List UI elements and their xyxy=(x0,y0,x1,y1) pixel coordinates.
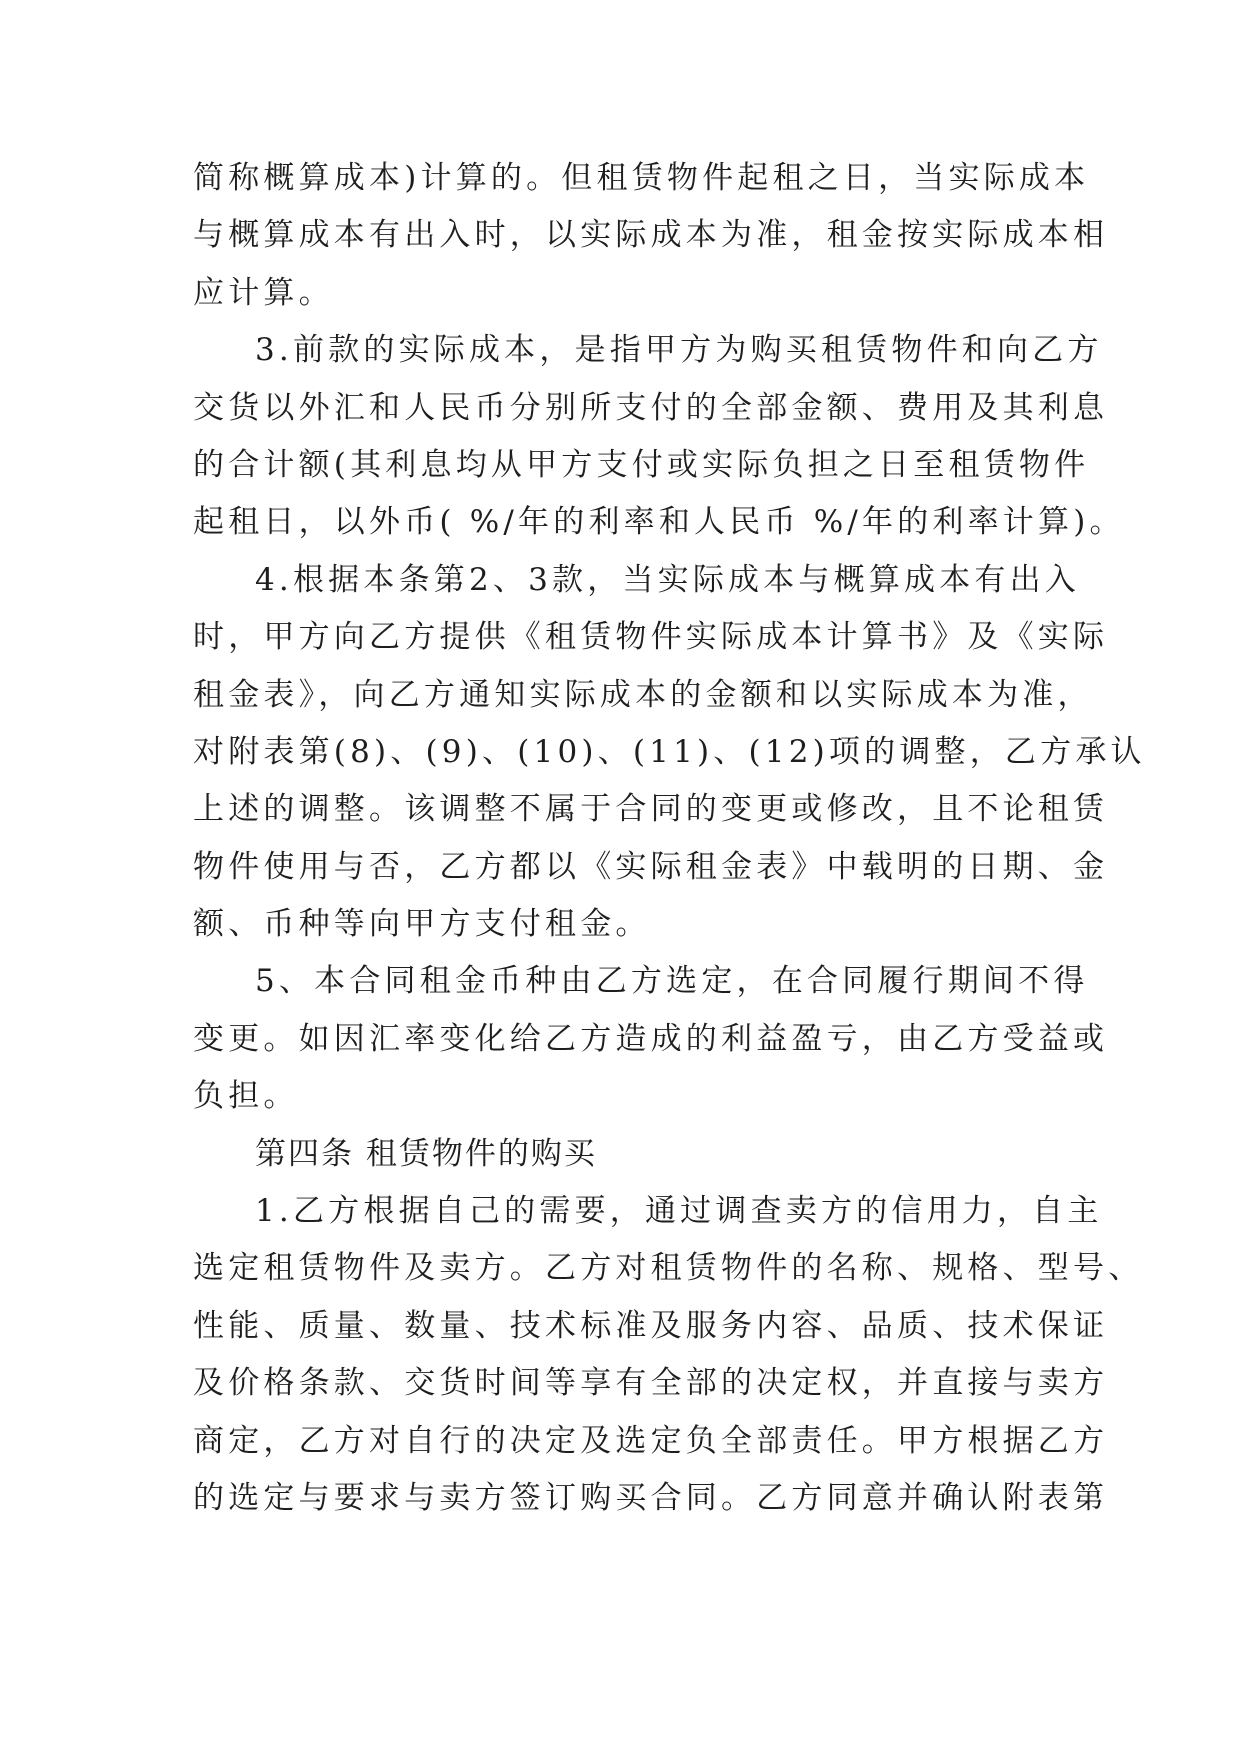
clause-3-start: 3.前款的实际成本，是指甲方为购买租赁物件和向乙方 xyxy=(255,332,1103,369)
clause-5-start: 5、本合同租金币种由乙方选定，在合同履行期间不得 xyxy=(255,963,1089,1000)
text-line: 简称概算成本)计算的。但租赁物件起租之日，当实际成本 xyxy=(193,160,1090,196)
text-line: 商定，乙方对自行的决定及选定负全部责任。甲方根据乙方 xyxy=(193,1422,1109,1459)
text-line: 对附表第(8)、(9)、(10)、(11)、(12)项的调整，乙方承认 xyxy=(193,733,1146,770)
text-line: 租金表》，向乙方通知实际成本的金额和以实际成本为准， xyxy=(193,676,1093,713)
text-line: 物件使用与否，乙方都以《实际租金表》中载明的日期、金 xyxy=(193,848,1109,885)
text-line: 的选定与要求与卖方签订购买合同。乙方同意并确认附表第 xyxy=(193,1479,1109,1516)
text-line: 变更。如因汇率变化给乙方造成的利益盈亏，由乙方受益或 xyxy=(193,1020,1109,1057)
text-line: 起租日，以外币( %/年的利率和人民币 %/年的利率计算)。 xyxy=(193,504,1125,541)
article-4-clause-1-start: 1.乙方根据自己的需要，通过调查卖方的信用力，自主 xyxy=(255,1193,1103,1230)
clause-4-start: 4.根据本条第2、3款，当实际成本与概算成本有出入 xyxy=(255,561,1081,598)
text-line: 应计算。 xyxy=(193,274,334,311)
text-line: 额、币种等向甲方支付租金。 xyxy=(193,906,651,943)
text-line: 与概算成本有出入时，以实际成本为准，租金按实际成本相 xyxy=(193,217,1109,254)
text-line: 交货以外汇和人民币分别所支付的全部金额、费用及其利息 xyxy=(193,389,1109,426)
text-line: 时，甲方向乙方提供《租赁物件实际成本计算书》及《实际 xyxy=(193,619,1109,656)
text-line: 上述的调整。该调整不属于合同的变更或修改，且不论租赁 xyxy=(193,791,1109,828)
text-line: 选定租赁物件及卖方。乙方对租赁物件的名称、规格、型号、 xyxy=(193,1250,1144,1287)
article-4-heading: 第四条 租赁物件的购买 xyxy=(255,1135,597,1172)
text-line: 性能、质量、数量、技术标准及服务内容、品质、技术保证 xyxy=(193,1307,1109,1344)
text-line: 负担。 xyxy=(193,1078,299,1115)
text-line: 及价格条款、交货时间等享有全部的决定权，并直接与卖方 xyxy=(193,1365,1109,1402)
text-line: 的合计额(其利息均从甲方支付或实际负担之日至租赁物件 xyxy=(193,446,1090,483)
contract-body-text xyxy=(193,150,1146,1527)
